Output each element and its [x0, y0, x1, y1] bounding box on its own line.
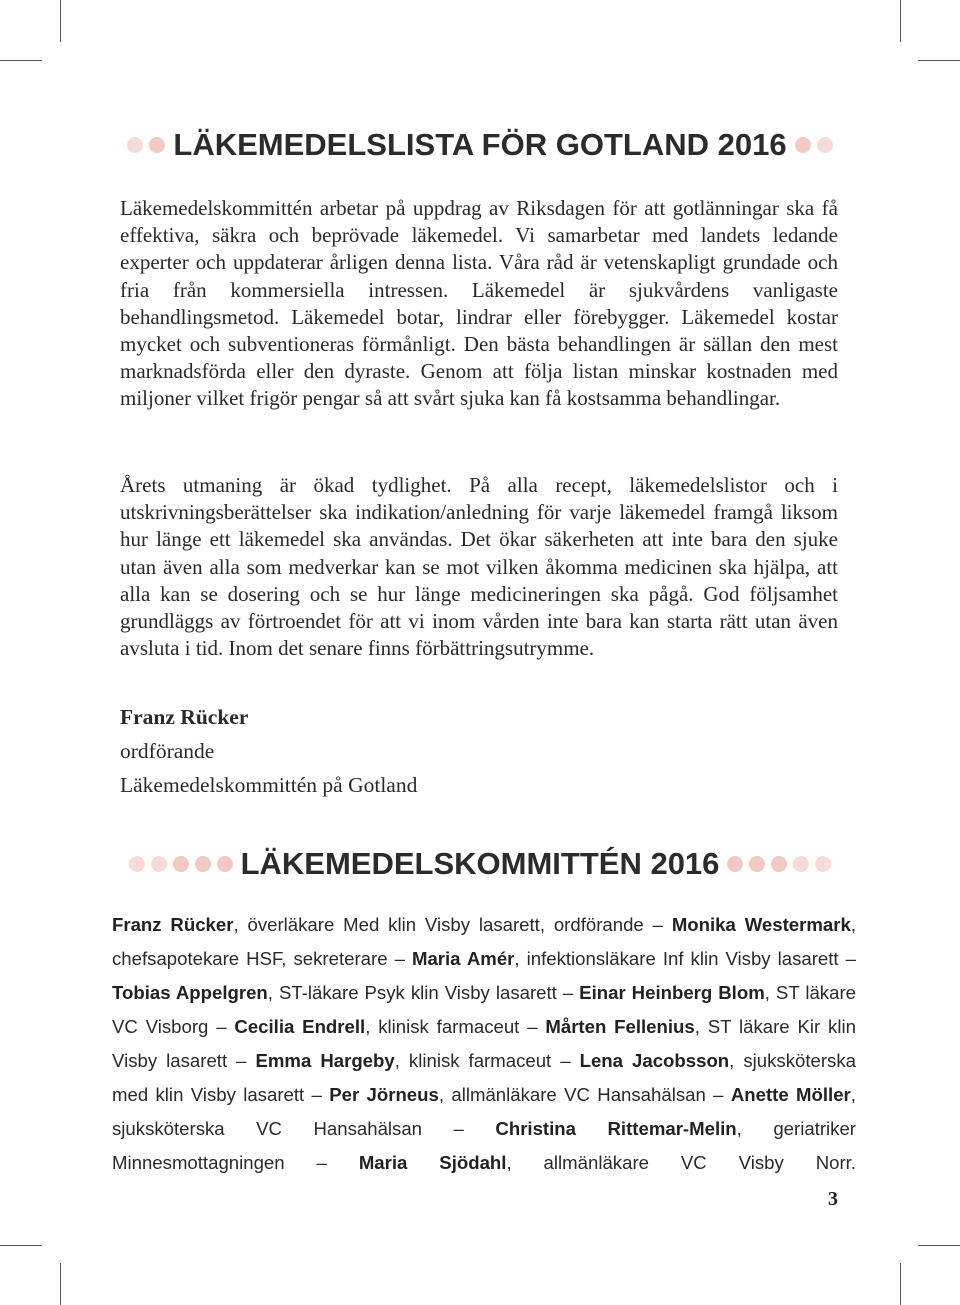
member-separator: –	[304, 1084, 330, 1105]
member-separator: –	[387, 948, 412, 969]
member-name: Emma Hargeby	[255, 1050, 395, 1071]
dot-icon	[151, 856, 167, 872]
heading-text: LÄKEMEDELSLISTA FÖR GOTLAND 2016	[173, 127, 787, 162]
member-description: , ST-läkare Psyk klin Visby lasarett	[267, 982, 557, 1003]
dot-icon	[149, 137, 165, 153]
member-description: , ST läkare Kir klin Visby lasarett	[112, 1016, 856, 1071]
member-separator: –	[556, 982, 580, 1003]
member-separator: –	[208, 1016, 235, 1037]
intro-paragraph: Läkemedelskommittén arbetar på uppdrag av Riksdagen för att gotlänningar ska få effektiva, säkra och beprövade läkemedel. Vi samarbetar med landets ledande experter och uppdaterar årligen denna lista. Våra råd är vetenskapligt grundade och fria från kommersiella intressen. Läkemedel är sjukvårdens vanligaste behandlingsmetod. Läkemedel botar, lindrar eller förebygger. Läkemedel kostar mycket och subventioneras förmånligt. Den bästa behandlingen är sällan den mest marknadsförda eller den dyraste. Genom att följa listan minskar kostnaden med miljoner vilket frigör pengar så att svårt sjuka kan få kostsamma behandlingar.	[120, 196, 838, 411]
member-name: Lena Jacobsson	[579, 1050, 730, 1071]
member-separator: –	[551, 1050, 580, 1071]
member-description: , allmänläkare VC Visby Norr.	[506, 1152, 856, 1173]
member-name: Franz Rücker	[112, 914, 234, 935]
member-separator: –	[284, 1152, 359, 1173]
crop-mark	[918, 60, 960, 61]
member-description: , allmänläkare VC Hansahälsan	[438, 1084, 706, 1105]
crop-mark	[900, 1263, 901, 1305]
dot-icon	[127, 137, 143, 153]
dot-icon	[727, 856, 743, 872]
member-separator: –	[838, 948, 856, 969]
crop-mark	[60, 0, 61, 42]
dot-icon	[129, 856, 145, 872]
member-description: , klinisk farmaceut	[365, 1016, 520, 1037]
member-name: Einar Heinberg Blom	[579, 982, 765, 1003]
signature-org: Läkemedelskommittén på Gotland	[120, 773, 418, 797]
member-name: Cecilia Endrell	[234, 1016, 366, 1037]
member-separator: –	[422, 1118, 496, 1139]
member-description: , infektionsläkare Inf klin Visby lasarett	[514, 948, 839, 969]
member-name: Monika Westermark	[671, 914, 851, 935]
member-separator: –	[519, 1016, 546, 1037]
crop-mark	[60, 1263, 61, 1305]
member-separator: –	[227, 1050, 256, 1071]
dot-icon	[815, 856, 831, 872]
member-name: Mårten Fellenius	[545, 1016, 695, 1037]
heading-text: LÄKEMEDELSKOMMITTÉN 2016	[240, 846, 720, 881]
challenge-paragraph: Årets utmaning är ökad tydlighet. På alla recept, läkemedelslistor och i utskrivningsberättelser ska indikation/anledning för varje läkemedel framgå liksom hur länge ett läkemedel ska användas. Det ökar säkerheten att inte bara den sjuke utan även alla som medverkar kan se mot vilken åkomma medicinen ska hjälpa, att alla kan se dosering och se hur länge medicineringen ska pågå. God följsamhet grundläggs av förtroendet för att vi inom vården inte bara kan starta rätt utan även avsluta i tid. Inom det senare finns förbättringsutrymme.	[120, 473, 838, 661]
dot-icon	[817, 137, 833, 153]
member-name: Per Jörneus	[329, 1084, 439, 1105]
dot-icon	[793, 856, 809, 872]
member-description: , ST läkare VC Visborg	[112, 982, 856, 1037]
dot-icon	[217, 856, 233, 872]
member-description: , geriatriker Minnesmottagningen	[112, 1118, 856, 1173]
decorative-dots-right	[727, 856, 831, 872]
committee-members	[112, 908, 856, 1180]
signature-block	[120, 700, 417, 802]
member-name: Maria Sjödahl	[358, 1152, 507, 1173]
member-description: , sjuksköterska VC Hansahälsan	[112, 1084, 856, 1139]
member-description: , överläkare Med klin Visby lasarett, ordförande	[233, 914, 644, 935]
member-description: , klinisk farmaceut	[394, 1050, 552, 1071]
decorative-dots-left	[129, 856, 233, 872]
page-title	[0, 124, 960, 166]
member-name: Maria Amér	[411, 948, 515, 969]
member-name: Tobias Appelgren	[112, 982, 268, 1003]
signature-role: ordförande	[120, 739, 215, 763]
crop-mark	[0, 60, 42, 61]
dot-icon	[749, 856, 765, 872]
dot-icon	[195, 856, 211, 872]
crop-mark	[900, 0, 901, 42]
member-separator: –	[705, 1084, 731, 1105]
member-name: Anette Möller	[730, 1084, 851, 1105]
crop-mark	[918, 1245, 960, 1246]
decorative-dots-right	[795, 137, 833, 153]
decorative-dots-left	[127, 137, 165, 153]
page-number: 3	[828, 1188, 838, 1210]
member-description: , sjuksköterska med klin Visby lasarett	[112, 1050, 856, 1105]
dot-icon	[173, 856, 189, 872]
committee-heading	[0, 843, 960, 885]
dot-icon	[795, 137, 811, 153]
member-description: , chefsapotekare HSF, sekreterare	[112, 914, 856, 969]
dot-icon	[771, 856, 787, 872]
member-name: Christina Rittemar-Melin	[495, 1118, 737, 1139]
signature-name: Franz Rücker	[120, 705, 249, 729]
crop-mark	[0, 1245, 42, 1246]
member-separator: –	[643, 914, 672, 935]
